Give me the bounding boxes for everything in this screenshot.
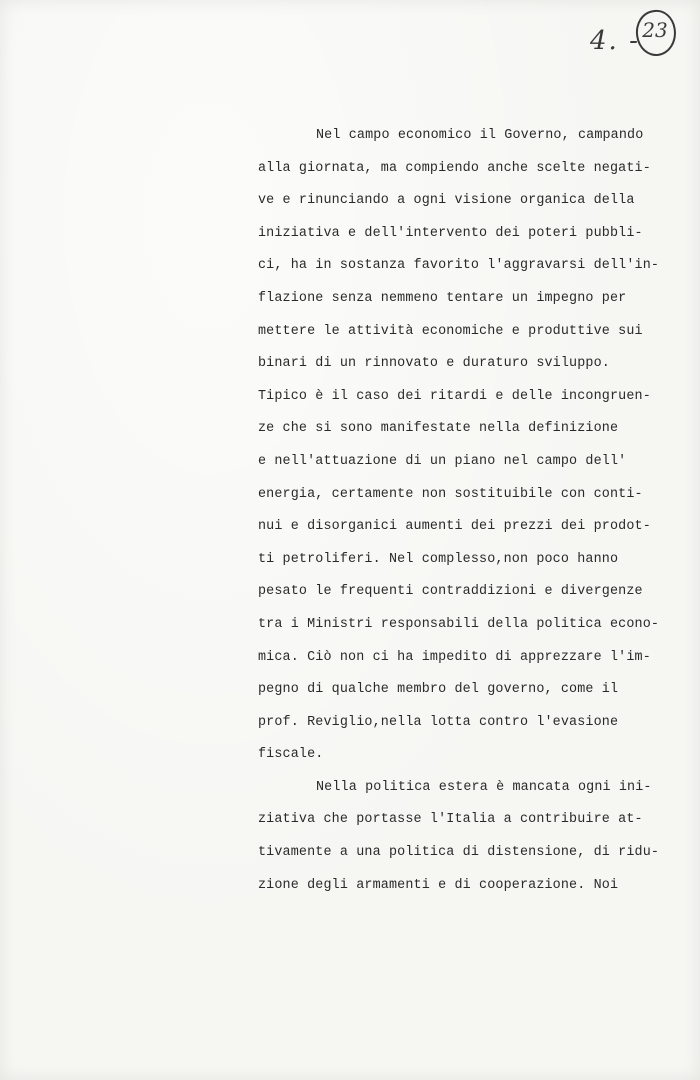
text-line: zione degli armamenti e di cooperazione. Noi xyxy=(258,877,619,893)
text-line: tivamente a una politica di distensione, di ridu- xyxy=(258,845,660,861)
text-line: nui e disorganici aumenti dei prezzi dei prodot- xyxy=(258,519,651,535)
text-line: e nell'attuazione di un piano nel campo dell' xyxy=(258,453,627,469)
text-line: pesato le frequenti contraddizioni e divergenze xyxy=(258,584,643,600)
page-number-prefix: 4. - xyxy=(590,26,640,56)
text-line: ziativa che portasse l'Italia a contribuire at- xyxy=(258,812,643,828)
typed-body-text xyxy=(258,120,688,902)
text-line: tra i Ministri responsabili della politica econo- xyxy=(258,616,660,632)
text-line: binari di un rinnovato e duraturo sviluppo. xyxy=(258,356,610,372)
text-line: ci, ha in sostanza favorito l'aggravarsi dell'in- xyxy=(258,258,660,274)
text-line: prof. Reviglio,nella lotta contro l'evasione xyxy=(258,714,619,730)
text-line: Tipico è il caso dei ritardi e delle incongruen- xyxy=(258,388,651,404)
text-line: fiscale. xyxy=(258,747,324,763)
handwritten-page-number xyxy=(590,10,685,60)
text-line: pegno di qualche membro del governo, come il xyxy=(258,682,619,698)
text-line: alla giornata, ma compiendo anche scelte negati- xyxy=(258,160,651,176)
text-line: flazione senza nemmeno tentare un impegno per xyxy=(258,290,627,306)
page-number-circled: 23 xyxy=(642,18,668,42)
text-line: mica. Ciò non ci ha impedito di apprezzare l'im- xyxy=(258,649,651,665)
text-line: ze che si sono manifestate nella definizione xyxy=(258,421,619,437)
text-line: mettere le attività economiche e produttive sui xyxy=(258,323,643,339)
text-line: energia, certamente non sostituibile con conti- xyxy=(258,486,643,502)
text-line: ve e rinunciando a ogni visione organica della xyxy=(258,193,635,209)
text-line: iniziativa e dell'intervento dei poteri pubbli- xyxy=(258,225,643,241)
text-line: ti petroliferi. Nel complesso,non poco hanno xyxy=(258,551,619,567)
text-line: Nel campo economico il Governo, campando xyxy=(316,128,644,143)
text-line: Nella politica estera è mancata ogni ini- xyxy=(316,779,652,795)
